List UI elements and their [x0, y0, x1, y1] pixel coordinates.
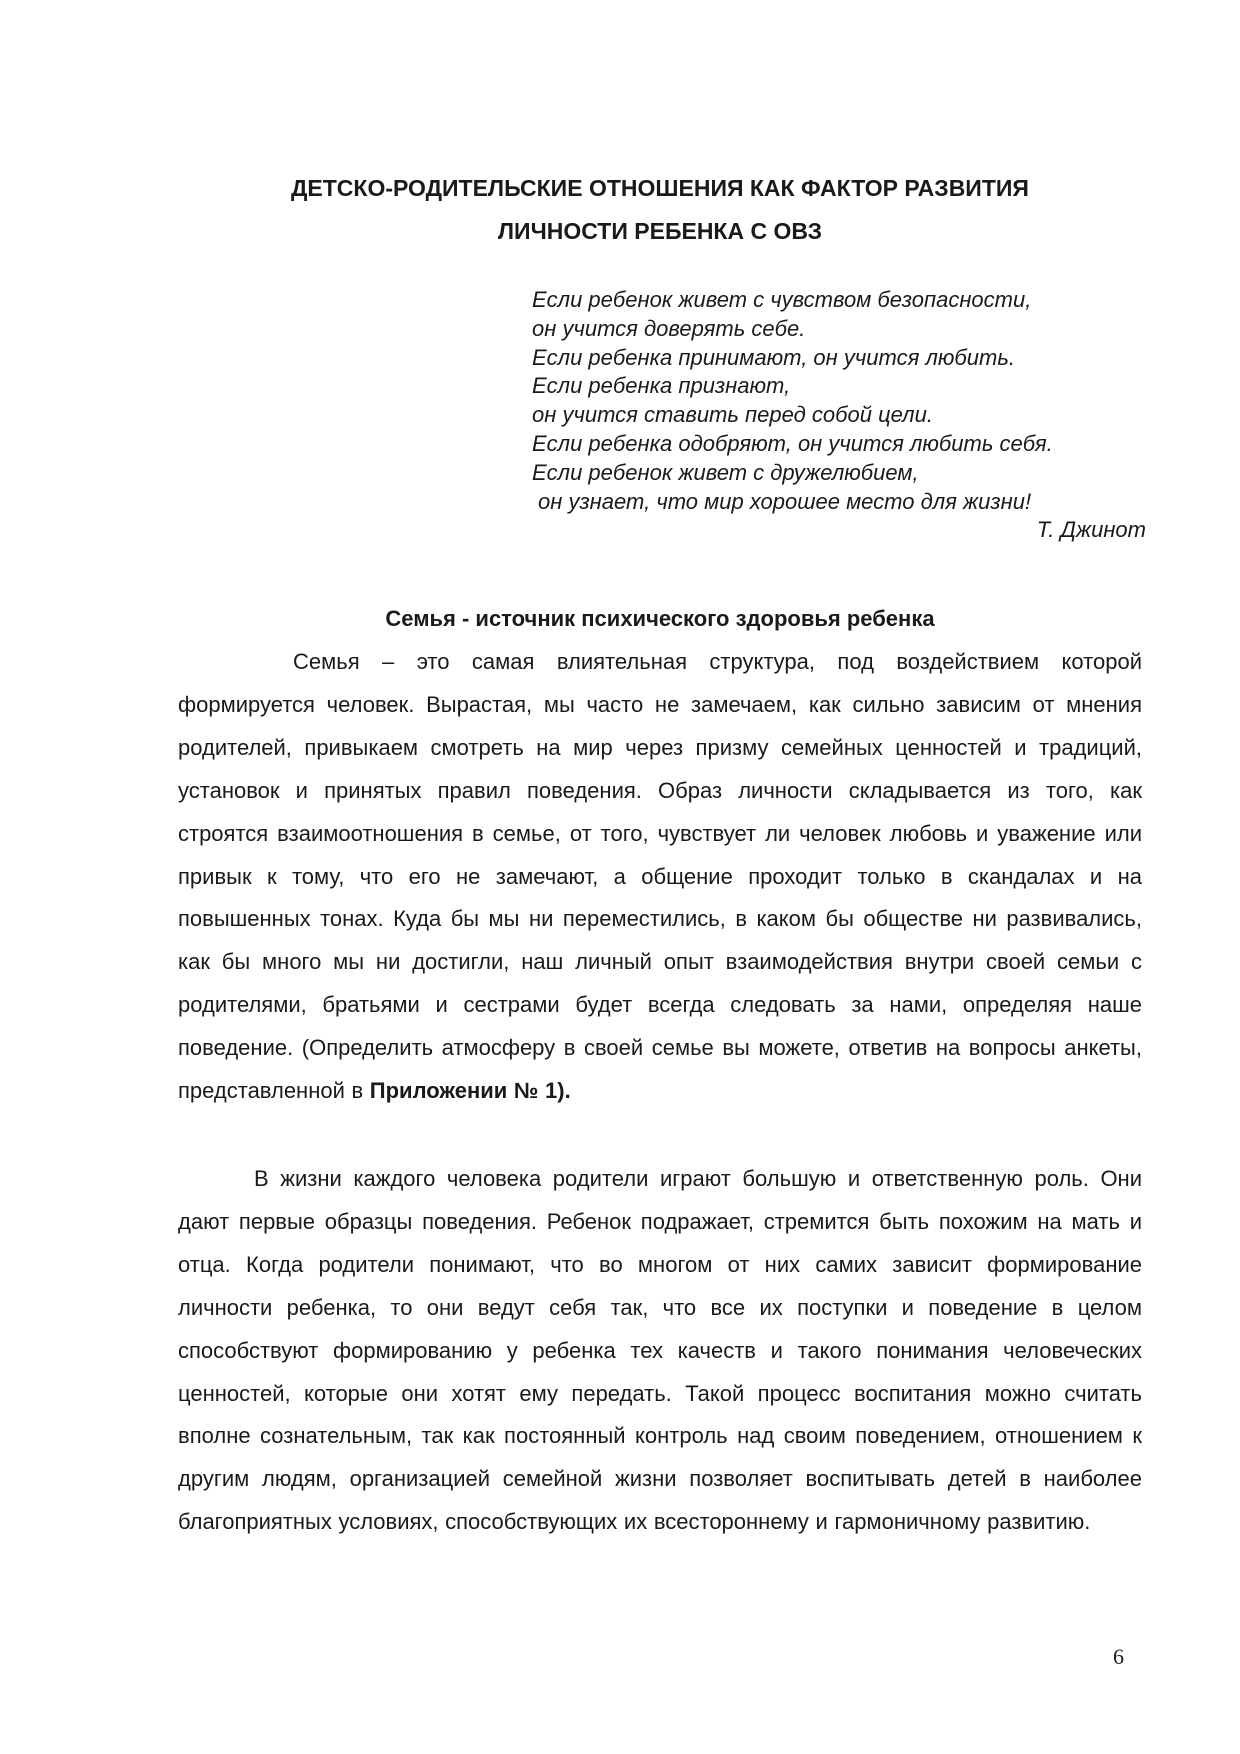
paragraph-1-tail: ).: [557, 1078, 571, 1104]
epigraph-line: Если ребенка признают,: [532, 373, 791, 399]
epigraph-line: Если ребенка принимают, он учится любить.: [532, 344, 1016, 370]
appendix-reference: Приложении № 1: [369, 1078, 558, 1104]
section-heading: Семья - источник психического здоровья ребенка: [385, 606, 935, 631]
body-paragraph-1: [178, 641, 1142, 1113]
document-title-line-1: ДЕТСКО-РОДИТЕЛЬСКИЕ ОТНОШЕНИЯ КАК ФАКТОР РАЗВИТИЯ: [291, 175, 1029, 201]
epigraph-line: он учится доверять себе.: [532, 315, 806, 341]
epigraph-line: он учится ставить перед собой цели.: [532, 402, 933, 428]
epigraph-author: Т. Джинот: [1036, 517, 1146, 543]
paragraph-1-text: Семья – это самая влиятельная структура, под воздействием которой формируется человек. Вырастая, мы часто не замечаем, как сильно зависим от мнения родителей, привыкаем смотреть на мир через призму семейных ценностей и традиций, установок и принятых правил поведения. Образ личности складывается из того, как строятся взаимоотношения в семье, от того, чувствует ли человек любовь и уважение или привык к тому, что его не замечают, а общение проходит только в скандалах и на повышенных тонах. Куда бы мы ни переместились, в каком бы обществе ни развивались, как бы много мы ни достигли, наш личный опыт взаимодействия внутри своей семьи с родителями, братьями и сестрами будет всегда следовать за нами, определяя наше поведение. (Определить атмосферу в своей семье вы можете, ответив на вопросы анкеты, представленной в: [178, 649, 1142, 1104]
epigraph: [532, 286, 1152, 545]
epigraph-line: Если ребенок живет с чувством безопасности,: [532, 287, 1032, 312]
document-title-line-2: ЛИЧНОСТИ РЕБЕНКА С ОВЗ: [497, 218, 823, 244]
body-paragraph-2: В жизни каждого человека родители играют большую и ответственную роль. Они дают первые образцы поведения. Ребенок подражает, стремится быть похожим на мать и отца. Когда родители понимают, что во многом от них самих зависит формирование личности ребенка, то они ведут себя так, что все их поступки и поведение в целом способствуют формированию у ребенка тех качеств и такого понимания человеческих ценностей, которые они хотят ему передать. Такой процесс воспитания можно считать вполне сознательным, так как постоянный контроль над своим поведением, отношением к другим людям, организацией семейной жизни позволяет воспитывать детей в наиболее благоприятных условиях, способствующих их всестороннему и гармоничному развитию.: [178, 1166, 1142, 1535]
page-number: 6: [1113, 1644, 1124, 1669]
epigraph-line: он узнает, что мир хорошее место для жизни!: [538, 488, 1032, 514]
epigraph-line: Если ребенка одобряют, он учится любить себя.: [532, 430, 1053, 456]
epigraph-line: Если ребенок живет с дружелюбием,: [532, 459, 919, 485]
